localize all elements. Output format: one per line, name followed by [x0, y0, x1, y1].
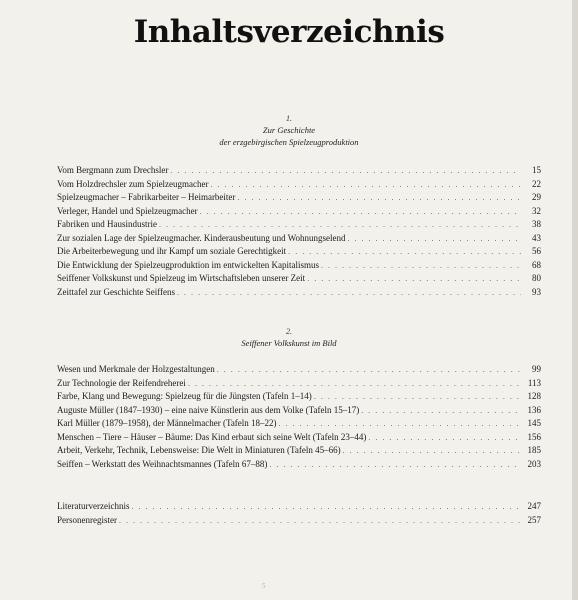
toc-entry[interactable] — [57, 205, 541, 219]
toc-entry[interactable] — [57, 245, 541, 259]
dot-leader — [119, 514, 521, 528]
entry-page: 38 — [532, 219, 541, 229]
entry-title: Seiffener Volkskunst und Spielzeug im Wirtschaftsleben unserer Zeit — [57, 273, 306, 283]
toc-entry[interactable] — [57, 377, 541, 391]
dot-leader — [307, 272, 521, 286]
entry-title: Spielzeugmacher – Fabrikarbeiter – Heimarbeiter — [57, 192, 236, 202]
toc-entry[interactable] — [57, 363, 541, 377]
toc-entry[interactable] — [57, 232, 541, 246]
entry-title: Die Arbeiterbewegung und ihr Kampf um soziale Gerechtigkeit — [57, 246, 287, 256]
entry-title: Wesen und Merkmale der Holzgestaltungen — [57, 364, 215, 374]
section-2-title: Seiffener Volkskunst im Bild — [241, 338, 337, 348]
entry-title: Zeittafel zur Geschichte Seiffens — [57, 286, 176, 297]
dot-leader — [314, 390, 521, 404]
dot-leader — [211, 178, 521, 192]
entry-title: Zur Technologie der Reifendreherei — [57, 377, 186, 388]
entry-page: 68 — [532, 259, 541, 270]
toc-entry[interactable] — [57, 390, 541, 404]
dot-leader — [321, 259, 521, 273]
entry-page: 15 — [532, 165, 541, 175]
entry-title: Arbeit, Verkehr, Technik, Lebensweise: Die Welt in Miniaturen (Tafeln 45–66) — [57, 445, 341, 455]
entry-page: 29 — [532, 192, 541, 202]
section-1-title-line1: Zur Geschichte — [262, 125, 316, 135]
toc-entry[interactable] — [57, 514, 541, 528]
section-1-number: 1. — [286, 114, 292, 123]
entry-page: 257 — [527, 514, 541, 525]
entry-page: 156 — [527, 431, 541, 442]
dot-leader — [368, 431, 521, 445]
entry-title: Farbe, Klang und Bewegung: Spielzeug für die Jüngsten (Tafeln 1–14) — [57, 391, 312, 401]
section-1-title-line2: der erzgebirgischen Spielzeugproduktion — [219, 137, 359, 147]
toc-entry[interactable] — [57, 431, 541, 445]
entry-title: Fabriken und Hausindustrie — [57, 219, 157, 229]
dot-leader — [217, 363, 521, 377]
page-number: 5 — [262, 582, 266, 590]
toc-entry[interactable] — [57, 286, 541, 300]
entry-page: 43 — [532, 232, 541, 243]
toc-entry[interactable] — [57, 444, 541, 458]
page-title: Inhaltsverzeichnis — [133, 14, 445, 50]
entry-title: Menschen – Tiere – Häuser – Bäume: Das Kind erbaut sich seine Welt (Tafeln 23–44) — [57, 431, 367, 442]
dot-leader — [288, 245, 521, 259]
dot-leader — [170, 164, 521, 178]
entry-title: Vom Holzdrechsler zum Spielzeugmacher — [57, 178, 209, 189]
dot-leader — [269, 458, 521, 472]
dot-leader — [361, 404, 521, 418]
entry-page: 99 — [532, 364, 541, 374]
toc-entry[interactable] — [57, 218, 541, 232]
entry-title: Personenregister — [57, 514, 117, 525]
entry-title: Zur sozialen Lage der Spielzeugmacher. Kinderausbeutung und Wohnungselend — [57, 232, 346, 243]
toc-entry[interactable] — [57, 404, 541, 418]
toc-entry[interactable] — [57, 164, 541, 178]
entry-page: 93 — [532, 286, 541, 297]
entry-page: 247 — [527, 501, 541, 511]
entry-title: Vom Bergmann zum Drechsler — [57, 165, 169, 175]
page-edge — [572, 0, 578, 600]
entry-title: Verleger, Handel und Spielzeugmacher — [57, 205, 198, 216]
dot-leader — [237, 191, 521, 205]
entry-title: Karl Müller (1879–1958), der Männelmacher (Tafeln 18–22) — [57, 418, 277, 428]
entry-title: Auguste Müller (1847–1930) – eine naive Künstlerin aus dem Volke (Tafeln 15–17) — [57, 404, 360, 415]
entry-page: 185 — [527, 445, 541, 455]
entry-title: Literaturverzeichnis — [57, 501, 130, 511]
section-1-title — [0, 124, 578, 148]
toc-entry[interactable] — [57, 259, 541, 273]
toc-entry[interactable] — [57, 417, 541, 431]
dot-leader — [279, 417, 521, 431]
section-1-list — [57, 164, 541, 299]
toc-entry[interactable] — [57, 178, 541, 192]
dot-leader — [348, 232, 521, 246]
toc-entry[interactable] — [57, 500, 541, 514]
entry-title: Die Entwicklung der Spielzeugproduktion im entwickelten Kapitalismus — [57, 259, 319, 270]
toc-entry[interactable] — [57, 272, 541, 286]
entry-page: 32 — [532, 205, 541, 216]
toc-entry[interactable] — [57, 458, 541, 472]
entry-page: 136 — [527, 404, 541, 415]
toc-entry[interactable] — [57, 191, 541, 205]
dot-leader — [177, 286, 521, 300]
section-2-list — [57, 363, 541, 471]
dot-leader — [188, 377, 521, 391]
entry-page: 113 — [527, 377, 541, 388]
appendix-list — [57, 500, 541, 527]
dot-leader — [159, 218, 521, 232]
dot-leader — [343, 444, 521, 458]
entry-page: 56 — [532, 246, 541, 256]
entry-page: 80 — [532, 273, 541, 283]
entry-page: 22 — [532, 178, 541, 189]
entry-title: Seiffen – Werkstatt des Weihnachtsmannes (Tafeln 67–88) — [57, 458, 268, 469]
dot-leader — [131, 500, 521, 514]
entry-page: 128 — [527, 391, 541, 401]
dot-leader — [200, 205, 521, 219]
entry-page: 145 — [527, 418, 541, 428]
entry-page: 203 — [527, 458, 541, 469]
section-2-number: 2. — [286, 327, 292, 336]
